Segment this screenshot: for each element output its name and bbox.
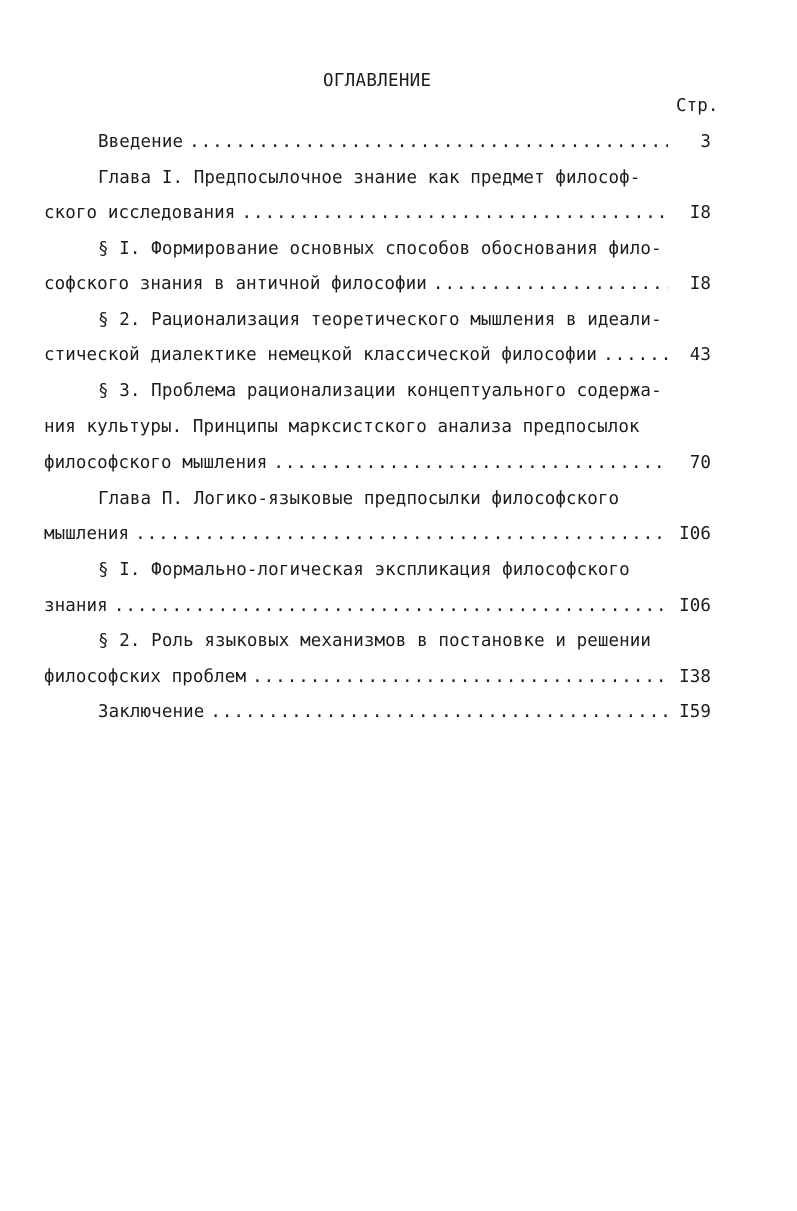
toc-entry-section-1-2-line-2 bbox=[44, 344, 668, 366]
toc-heading: ОГЛАВЛЕНИЕ bbox=[323, 71, 432, 91]
toc-entry-page-number: I8 bbox=[689, 203, 711, 223]
toc-entry-page-number: 43 bbox=[689, 345, 711, 365]
toc-entry-section-1-1-line-2 bbox=[44, 273, 668, 295]
toc-entry-page-number: I8 bbox=[689, 274, 711, 294]
toc-entry-section-2-1-line-2 bbox=[44, 595, 668, 617]
toc-entry-section-1-1-line-1: § I. Формирование основных способов обоснования фило- bbox=[98, 239, 662, 259]
toc-entry-section-2-2-line-1: § 2. Роль языковых механизмов в постановке и решении bbox=[98, 631, 652, 651]
toc-entry-page-number: I06 bbox=[679, 596, 711, 616]
toc-entry-section-2-1-line-1: § I. Формально-логическая экспликация философского bbox=[98, 560, 630, 580]
toc-entry-chapter-1-line-1: Глава I. Предпосылочное знание как предмет философ- bbox=[98, 168, 641, 188]
toc-entry-text: философских проблем bbox=[44, 667, 247, 687]
toc-entry-introduction bbox=[98, 131, 668, 153]
toc-entry-section-1-3-line-1: § 3. Проблема рационализации концептуального содержа- bbox=[98, 381, 662, 401]
page-column-label: Стр. bbox=[676, 96, 719, 116]
toc-entry-section-1-3-line-3 bbox=[44, 452, 668, 474]
toc-entry-text: мышления bbox=[44, 524, 130, 544]
toc-entry-page-number: I38 bbox=[679, 667, 711, 687]
toc-entry-text: ского исследования bbox=[44, 203, 236, 223]
dot-leader bbox=[427, 273, 668, 295]
toc-entry-page-number: 70 bbox=[689, 453, 711, 473]
toc-entry-section-2-2-line-2 bbox=[44, 666, 668, 688]
dot-leader bbox=[246, 666, 668, 688]
dot-leader bbox=[267, 452, 668, 474]
toc-entry-text: Введение bbox=[98, 132, 184, 152]
toc-entry-section-1-2-line-1: § 2. Рационализация теоретического мышления в идеали- bbox=[98, 310, 662, 330]
dot-leader bbox=[129, 523, 668, 545]
toc-entry-chapter-1-line-2 bbox=[44, 202, 668, 224]
toc-entry-text: знания bbox=[44, 596, 108, 616]
toc-entry-chapter-2-line-1: Глава П. Логико-языковые предпосылки философского bbox=[98, 489, 620, 509]
dot-leader bbox=[183, 131, 668, 153]
toc-entry-conclusion bbox=[98, 701, 668, 723]
toc-entry-page-number: 3 bbox=[700, 132, 711, 152]
toc-entry-text: стической диалектике немецкой классической философии bbox=[44, 345, 598, 365]
toc-entry-text: философского мышления bbox=[44, 453, 268, 473]
toc-entry-text: Заключение bbox=[98, 702, 205, 722]
dot-leader bbox=[235, 202, 668, 224]
toc-entry-chapter-2-line-2 bbox=[44, 523, 668, 545]
toc-entry-text: софского знания в античной философии bbox=[44, 274, 427, 294]
toc-entry-page-number: I59 bbox=[679, 702, 711, 722]
dot-leader bbox=[108, 595, 668, 617]
dot-leader bbox=[204, 701, 668, 723]
toc-entry-page-number: I06 bbox=[679, 524, 711, 544]
toc-entry-section-1-3-line-2: ния культуры. Принципы марксистского анализа предпосылок bbox=[44, 417, 640, 437]
